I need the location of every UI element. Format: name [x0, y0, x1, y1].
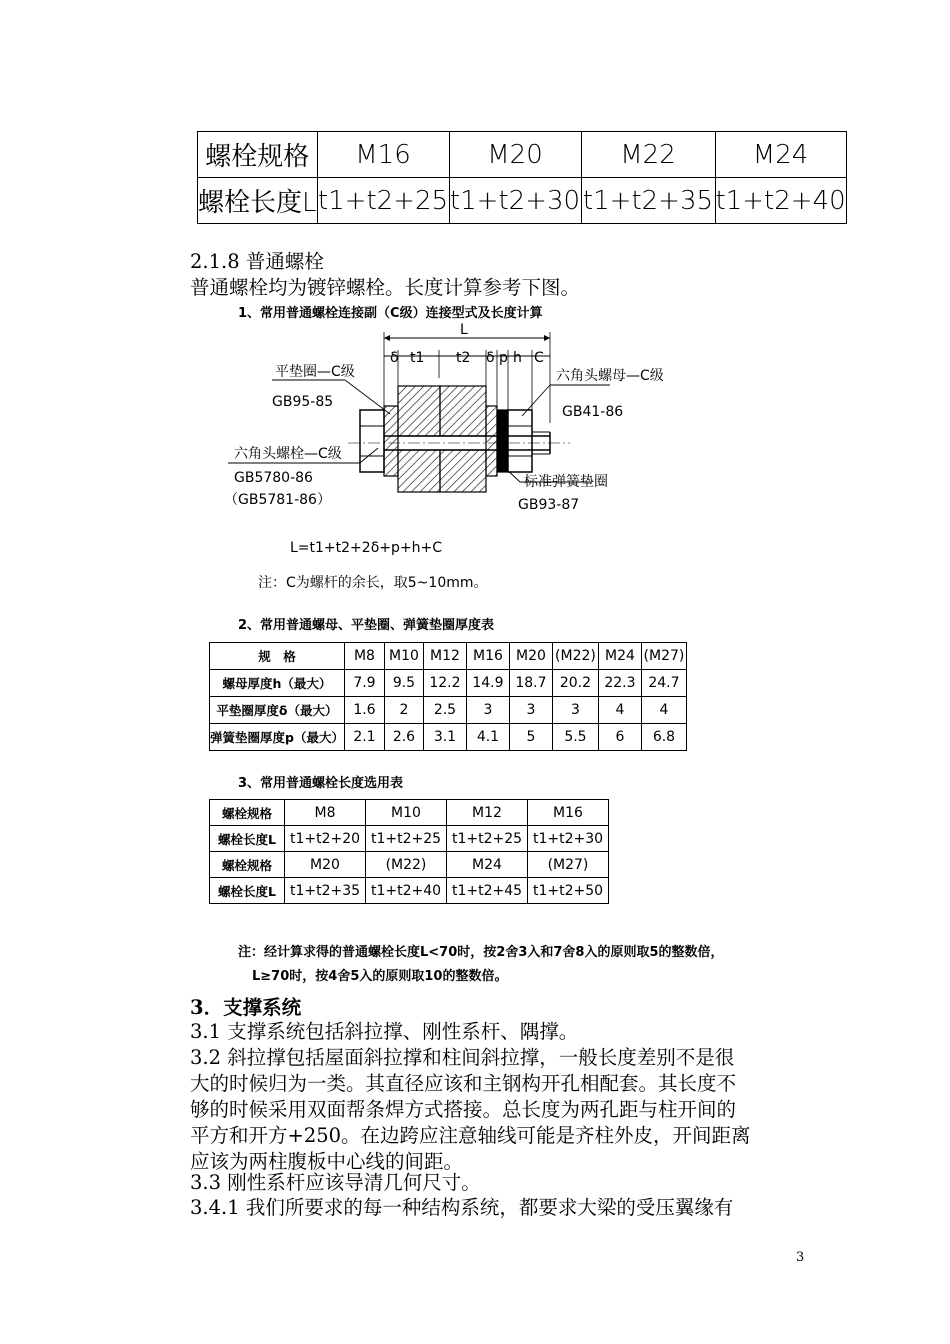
- table-cell: t1+t2+45: [447, 878, 528, 904]
- section-heading-2-1-8: 2.1.8 普通螺栓: [190, 250, 324, 273]
- dimension-C-label: C: [534, 350, 544, 366]
- hex-nut-label: 六角头螺母—C级: [556, 368, 664, 384]
- table-cell: 4.1: [466, 724, 509, 751]
- table-cell: 4: [598, 697, 641, 724]
- table-cell: M12: [423, 643, 466, 670]
- table-cell: 9.5: [384, 670, 423, 697]
- table-cell: 3: [552, 697, 598, 724]
- table-cell: 规 格: [210, 643, 345, 670]
- paragraph-line: 3.2 斜拉撑包括屋面斜拉撑和柱间斜拉撑，一般长度差别不是很: [190, 1046, 735, 1069]
- table-cell: 2.6: [384, 724, 423, 751]
- diagram-title: 1、常用普通螺栓连接副（C级）连接型式及长度计算: [238, 306, 543, 321]
- table-cell: 螺栓规格: [198, 132, 318, 178]
- table-cell: 弹簧垫圈厚度p（最大）: [210, 724, 345, 751]
- table-cell: 12.2: [423, 670, 466, 697]
- table-cell: t1+t2+40: [366, 878, 447, 904]
- table-cell: M16: [317, 132, 449, 178]
- table-cell: 3.1: [423, 724, 466, 751]
- bolt-connection-diagram: [220, 318, 680, 568]
- table2-title: 2、常用普通螺母、平垫圈、弹簧垫圈厚度表: [238, 618, 495, 633]
- table-cell: M24: [715, 132, 846, 178]
- table-cell: 1.6: [344, 697, 384, 724]
- table-cell: 螺栓长度L: [198, 178, 318, 224]
- table-cell: M8: [344, 643, 384, 670]
- table-cell: 5.5: [552, 724, 598, 751]
- table-cell: (M27): [641, 643, 686, 670]
- table-row: [210, 643, 687, 670]
- table-cell: M24: [447, 852, 528, 878]
- table-cell: M22: [581, 132, 715, 178]
- paragraph-line: 3.4.1 我们所要求的每一种结构系统，都要求大梁的受压翼缘有: [190, 1196, 734, 1219]
- paragraph-line: 大的时候归为一类。其直径应该和主钢构开孔相配套。其长度不: [190, 1072, 737, 1095]
- table-cell: M10: [384, 643, 423, 670]
- table-cell: t1+t2+35: [581, 178, 715, 224]
- table-cell: 6.8: [641, 724, 686, 751]
- table-cell: 2.5: [423, 697, 466, 724]
- table-cell: 20.2: [552, 670, 598, 697]
- table-cell: 2: [384, 697, 423, 724]
- dimension-p-label: p: [499, 350, 508, 366]
- table-cell: 螺栓规格: [210, 800, 285, 826]
- flat-washer-label: 平垫圈—C级: [275, 364, 355, 380]
- table3-note-line1: 注：经计算求得的普通螺栓长度L<70时，按2舍3入和7舍8入的原则取5的整数倍，: [238, 945, 724, 960]
- table-cell: 6: [598, 724, 641, 751]
- table-cell: t1+t2+50: [528, 878, 609, 904]
- dimension-t1-label: t1: [410, 350, 425, 366]
- paragraph-line: 平方和开方+250。在边跨应注意轴线可能是齐柱外皮，开间距离: [190, 1124, 751, 1147]
- table-row: [210, 670, 687, 697]
- paragraph-line: 3.1 支撑系统包括斜拉撑、刚性系杆、隅撑。: [190, 1020, 579, 1043]
- table-cell: 4: [641, 697, 686, 724]
- paragraph-line: 3.3 刚性系杆应该导清几何尺寸。: [190, 1171, 481, 1194]
- table-cell: 螺栓长度L: [210, 878, 285, 904]
- hex-bolt-std2-label: （GB5781-86）: [224, 492, 331, 508]
- table-cell: 平垫圈厚度δ（最大）: [210, 697, 345, 724]
- table-cell: t1+t2+30: [449, 178, 581, 224]
- table-cell: M10: [366, 800, 447, 826]
- page-number: 3: [796, 1250, 805, 1265]
- dimension-h-label: h: [513, 350, 522, 366]
- flat-washer-std-label: GB95-85: [272, 394, 334, 410]
- table-cell: 2.1: [344, 724, 384, 751]
- table-cell: M16: [528, 800, 609, 826]
- table-cell: t1+t2+25: [366, 826, 447, 852]
- table-cell: 22.3: [598, 670, 641, 697]
- diagram-note: 注：C为螺杆的余长，取5~10mm。: [258, 575, 488, 591]
- table3-note-line2: L≥70时，按4舍5入的原则取10的整数倍。: [252, 969, 508, 984]
- table-cell: 3: [509, 697, 552, 724]
- table-cell: M8: [285, 800, 366, 826]
- table-row: [198, 178, 847, 224]
- table3-title: 3、常用普通螺栓长度选用表: [238, 776, 404, 791]
- table-cell: 螺母厚度h（最大）: [210, 670, 345, 697]
- table-row: [210, 826, 609, 852]
- spring-washer-label: 标准弹簧垫圈: [524, 474, 608, 490]
- table-cell: 24.7: [641, 670, 686, 697]
- dimension-delta2-label: δ: [486, 350, 495, 366]
- table-cell: (M22): [366, 852, 447, 878]
- table-cell: 18.7: [509, 670, 552, 697]
- table-cell: M12: [447, 800, 528, 826]
- table-cell: 7.9: [344, 670, 384, 697]
- dimension-delta-label: δ: [390, 350, 399, 366]
- table-cell: t1+t2+40: [715, 178, 846, 224]
- table-cell: M24: [598, 643, 641, 670]
- paragraph-line: 够的时候采用双面帮条焊方式搭接。总长度为两孔距与柱开间的: [190, 1098, 737, 1121]
- table-row: [210, 800, 609, 826]
- spring-washer-std-label: GB93-87: [518, 497, 580, 513]
- paragraph: 普通螺栓均为镀锌螺栓。长度计算参考下图。: [190, 276, 581, 299]
- table-cell: M20: [449, 132, 581, 178]
- table-cell: M16: [466, 643, 509, 670]
- bolt-length-table-top: [197, 131, 847, 224]
- table-cell: t1+t2+20: [285, 826, 366, 852]
- table-cell: (M27): [528, 852, 609, 878]
- hex-bolt-std1-label: GB5780-86: [234, 470, 313, 486]
- table-cell: M20: [285, 852, 366, 878]
- table-row: [210, 724, 687, 751]
- hex-bolt-label: 六角头螺栓—C级: [234, 446, 342, 462]
- table-cell: t1+t2+35: [285, 878, 366, 904]
- section-heading-3: 3．支撑系统: [190, 996, 302, 1019]
- dimension-L-label: L: [460, 322, 468, 338]
- table-cell: (M22): [552, 643, 598, 670]
- paragraph-line: 应该为两柱腹板中心线的间距。: [190, 1150, 464, 1173]
- table-cell: 3: [466, 697, 509, 724]
- table-row: [198, 132, 847, 178]
- table-row: [210, 852, 609, 878]
- table-cell: 螺栓长度L: [210, 826, 285, 852]
- table-row: [210, 697, 687, 724]
- hex-nut-std-label: GB41-86: [562, 404, 624, 420]
- table-row: [210, 878, 609, 904]
- table-cell: t1+t2+25: [447, 826, 528, 852]
- table-cell: t1+t2+25: [317, 178, 449, 224]
- table-cell: t1+t2+30: [528, 826, 609, 852]
- thickness-table: [209, 642, 687, 751]
- table-cell: M20: [509, 643, 552, 670]
- length-formula: L=t1+t2+2δ+p+h+C: [290, 540, 442, 556]
- dimension-t2-label: t2: [456, 350, 471, 366]
- table-cell: 14.9: [466, 670, 509, 697]
- table-cell: 螺栓规格: [210, 852, 285, 878]
- bolt-length-selection-table: [209, 799, 609, 904]
- table-cell: 5: [509, 724, 552, 751]
